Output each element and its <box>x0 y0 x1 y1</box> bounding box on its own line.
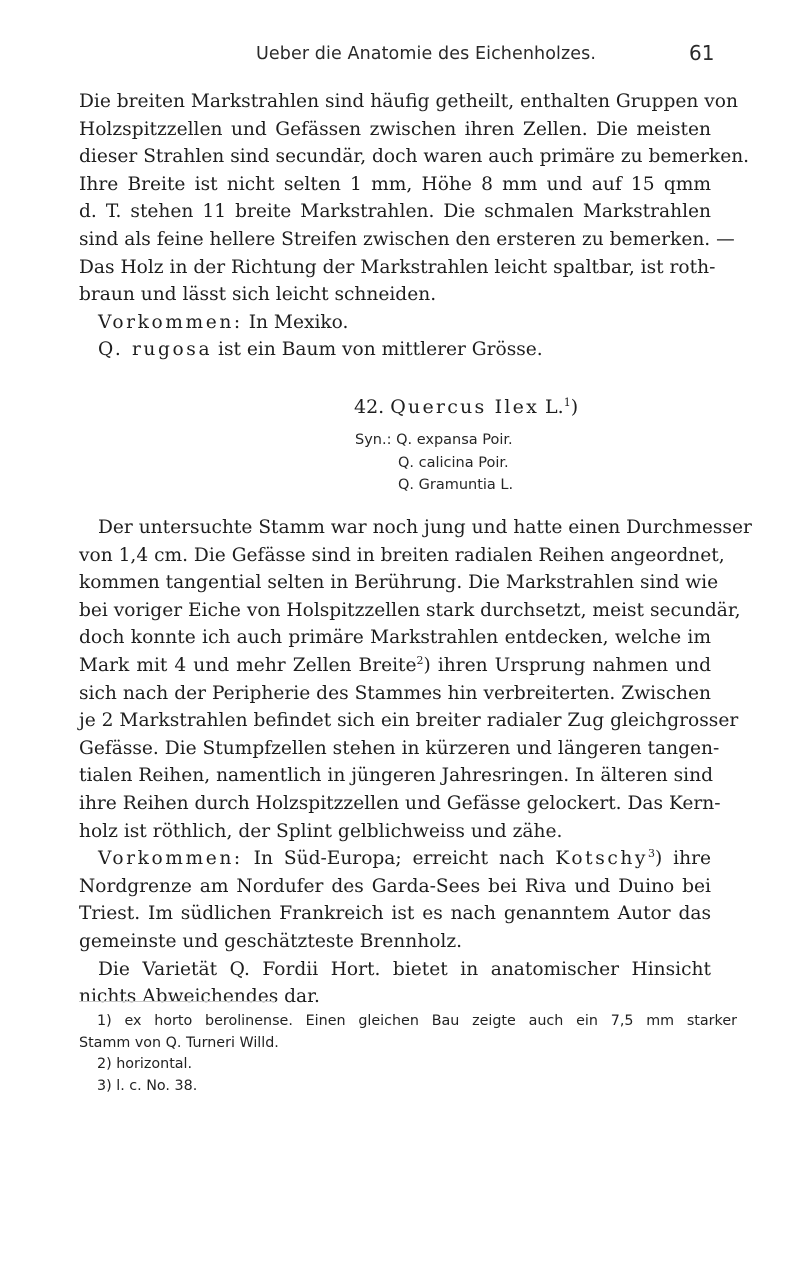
synonym-line <box>355 452 513 475</box>
footnote-ref: 2 <box>416 653 424 667</box>
text-line: gemeinste und geschätzteste Brennholz. <box>79 930 463 952</box>
text-line: je 2 Markstrahlen befindet sich ein breiter radialer Zug gleichgrosser <box>79 710 739 732</box>
synonym: Q. Gramuntia L. <box>398 477 514 493</box>
heading-species: Quercus Ilex <box>390 396 540 418</box>
paragraph-markstrahlen <box>79 88 750 364</box>
page-number: 61 <box>689 41 715 65</box>
synonyms-label: Syn.: <box>355 432 392 448</box>
text-line: bei voriger Eiche von Holspitzzellen stark durchsetzt, meist secundär, <box>79 599 741 621</box>
text-line: Der untersuchte Stamm war noch jung und hatte einen Durchmesser <box>98 517 752 538</box>
text-segment: ) ihren Ursprung nahmen und <box>423 654 712 676</box>
text-segment: In Süd-Europa; erreicht nach <box>242 848 556 870</box>
text-line: Die Varietät Q. Fordii Hort. bietet in anatomischer Hinsicht <box>98 958 711 980</box>
text-line: nichts Abweichendes dar. <box>79 986 320 1008</box>
text-line: Die breiten Markstrahlen sind häufig getheilt, enthalten Gruppen von <box>79 91 738 112</box>
footnote-ref: 3 <box>648 847 656 861</box>
footnote-3: 3) l. c. No. 38. <box>97 1077 198 1094</box>
occurrence-line <box>79 845 711 873</box>
text-line: Holzspitzzellen und Gefässen zwischen ihren Zellen. Die meisten <box>79 118 711 140</box>
text-line: doch konnte ich auch primäre Markstrahlen entdecken, welche im <box>79 627 711 649</box>
footnotes <box>79 1011 737 1097</box>
text-line: ihre Reihen durch Holzspitzzellen und Gefässe gelockert. Das Kern- <box>79 792 721 814</box>
footnote-2: 2) horizontal. <box>97 1056 193 1072</box>
running-title: Ueber die Anatomie des Eichenholzes. <box>256 44 597 64</box>
text-line: von 1,4 cm. Die Gefässe sind in breiten radialen Reihen angeordnet, <box>79 544 725 566</box>
heading-close: ) <box>570 396 579 418</box>
text-line: Das Holz in der Richtung der Markstrahlen leicht spaltbar, ist roth- <box>79 256 716 278</box>
cited-author: Kotschy <box>555 848 649 870</box>
text-line: Nordgrenze am Nordufer des Garda-Sees bei Riva und Duino bei <box>79 875 711 897</box>
footnote-ref: 1 <box>563 396 571 409</box>
synonym-line <box>355 429 513 452</box>
text-line: dieser Strahlen sind secundär, doch waren auch primäre zu bemerken. <box>79 146 750 168</box>
occurrence-label: Vorkommen: <box>98 848 243 870</box>
text-line: Gefässe. Die Stumpfzellen stehen in kürzeren und längeren tangen- <box>79 737 720 759</box>
synonym: Q. calicina Poir. <box>398 454 509 471</box>
footnote-1-continued: Stamm von Q. Turneri Willd. <box>79 1034 279 1051</box>
text-line <box>79 652 711 680</box>
occurrence-label: Vorkommen: <box>98 311 243 333</box>
heading-number: 42. <box>354 396 385 418</box>
text-line: sich nach der Peripherie des Stammes hin verbreiterten. Zwischen <box>79 682 711 704</box>
section-heading <box>354 396 578 418</box>
text-segment: ) ihre <box>655 848 711 870</box>
text-line: holz ist röthlich, der Splint gelblichweiss und zähe. <box>79 820 563 842</box>
species-name: Q. rugosa <box>98 339 213 361</box>
synonyms-block <box>355 429 513 497</box>
rugosa-line <box>79 336 711 364</box>
text-line: kommen tangential selten in Berührung. Die Markstrahlen sind wie <box>79 572 719 594</box>
text-line: Triest. Im südlichen Frankreich ist es nach genanntem Autor das <box>79 903 711 925</box>
text-line: Ihre Breite ist nicht selten 1 mm, Höhe 8 mm und auf 15 qmm <box>79 173 711 195</box>
text-line: sind als feine hellere Streifen zwischen den ersteren zu bemerken. — <box>79 228 735 250</box>
occurrence-line <box>79 309 711 337</box>
occurrence-text: In Mexiko. <box>242 311 349 333</box>
text-line: braun und lässt sich leicht schneiden. <box>79 284 437 306</box>
text-segment: Mark mit 4 und mehr Zellen Breite <box>79 654 417 676</box>
text-line: tialen Reihen, namentlich in jüngeren Jahresringen. In älteren sind <box>79 765 713 787</box>
text-line: d. T. stehen 11 breite Markstrahlen. Die schmalen Markstrahlen <box>79 201 711 223</box>
synonym-line <box>355 474 513 497</box>
rugosa-text: ist ein Baum von mittlerer Grösse. <box>212 339 543 361</box>
heading-author: L. <box>539 396 564 418</box>
paragraph-quercus-ilex <box>79 514 752 1011</box>
footnote-divider <box>79 1001 275 1002</box>
synonym: Q. expansa Poir. <box>396 432 513 448</box>
footnote-1: 1) ex horto berolinense. Einen gleichen Bau zeigte auch ein 7,5 mm starker <box>97 1013 737 1029</box>
